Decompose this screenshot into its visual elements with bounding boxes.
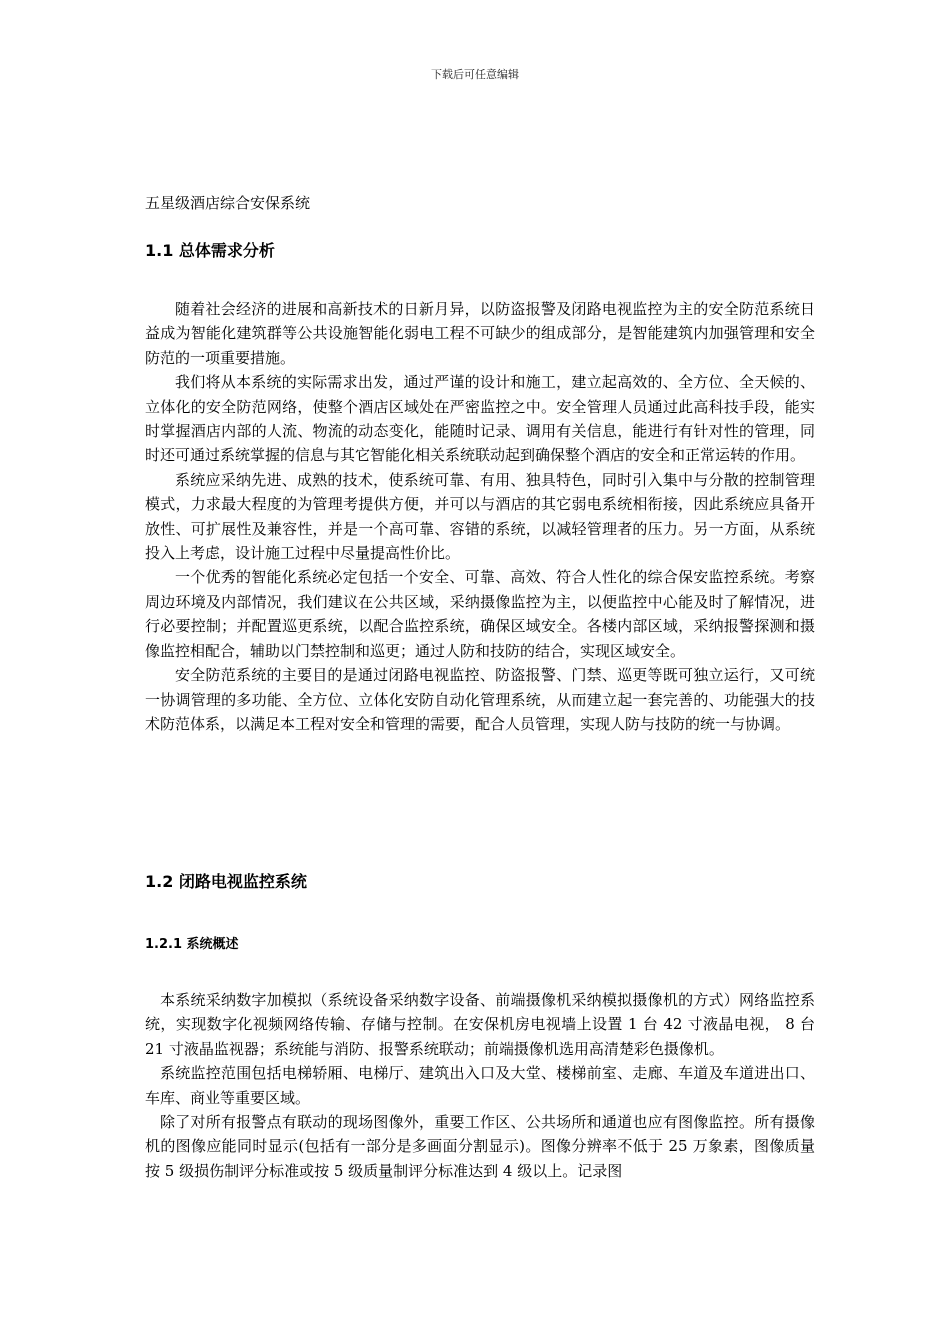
document-title: 五星级酒店综合安保系统 [145,194,311,212]
section-heading-1-2: 1.2 闭路电视监控系统 [145,872,307,891]
paragraph: 随着社会经济的进展和高新技术的日新月异，以防盗报警及闭路电视监控为主的安全防范系统日益成为智能化建筑群等公共设施智能化弱电工程不可缺少的组成部分，是智能建筑内加强管理和安全防范的一项重要措施。 [145,300,815,367]
paragraph: 系统监控范围包括电梯轿厢、电梯厅、建筑出入口及大堂、楼梯前室、走廊、车道及车道进出口、车库、商业等重要区域。 [145,1064,815,1107]
section-1-2-1-body [145,988,815,1183]
page-header-note: 下载后可任意编辑 [431,68,519,81]
paragraph: 本系统采纳数字加模拟（系统设备采纳数字设备、前端摄像机采纳模拟摄像机的方式）网络监控系统，实现数字化视频网络传输、存储与控制。在安保机房电视墙上设置 1 台 42 寸液晶电视， 8 台 21 寸液晶监视器；系统能与消防、报警系统联动；前端摄像机选用高清楚彩色摄像机。 [145,991,815,1058]
section-1-1-body [145,297,815,736]
paragraph: 一个优秀的智能化系统必定包括一个安全、可靠、高效、符合人性化的综合保安监控系统。考察周边环境及内部情况，我们建议在公共区域，采纳摄像监控为主，以便监控中心能及时了解情况，进行必要控制；并配置巡更系统，以配合监控系统，确保区域安全。各楼内部区域，采纳报警探测和摄像监控相配合，辅助以门禁控制和巡更；通过人防和技防的结合，实现区域安全。 [145,568,815,660]
paragraph: 安全防范系统的主要目的是通过闭路电视监控、防盗报警、门禁、巡更等既可独立运行，又可统一协调管理的多功能、全方位、立体化安防自动化管理系统，从而建立起一套完善的、功能强大的技术防范体系，以满足本工程对安全和管理的需要，配合人员管理，实现人防与技防的统一与协调。 [145,666,815,733]
paragraph: 我们将从本系统的实际需求出发，通过严谨的设计和施工，建立起高效的、全方位、全天候的、立体化的安全防范网络，使整个酒店区域处在严密监控之中。安全管理人员通过此高科技手段，能实时掌握酒店内部的人流、物流的动态变化，能随时记录、调用有关信息，能进行有针对性的管理，同时还可通过系统掌握的信息与其它智能化相关系统联动起到确保整个酒店的安全和正常运转的作用。 [145,373,815,465]
subsection-heading-1-2-1: 1.2.1 系统概述 [145,937,239,952]
section-heading-1-1: 1.1 总体需求分析 [145,241,275,260]
paragraph: 除了对所有报警点有联动的现场图像外，重要工作区、公共场所和通道也应有图像监控。所有摄像机的图像应能同时显示(包括有一部分是多画面分割显示)。图像分辨率不低于 25 万象素，图像质量按 5 级损伤制评分标准或按 5 级质量制评分标准达到 4 级以上。记录图 [145,1113,815,1180]
paragraph: 系统应采纳先进、成熟的技术，使系统可靠、有用、独具特色，同时引入集中与分散的控制管理模式，力求最大程度的为管理考提供方便，并可以与酒店的其它弱电系统相衔接，因此系统应具备开放性、可扩展性及兼容性，并是一个高可靠、容错的系统，以减轻管理者的压力。另一方面，从系统投入上考虑，设计施工过程中尽量提高性价比。 [145,470,815,563]
